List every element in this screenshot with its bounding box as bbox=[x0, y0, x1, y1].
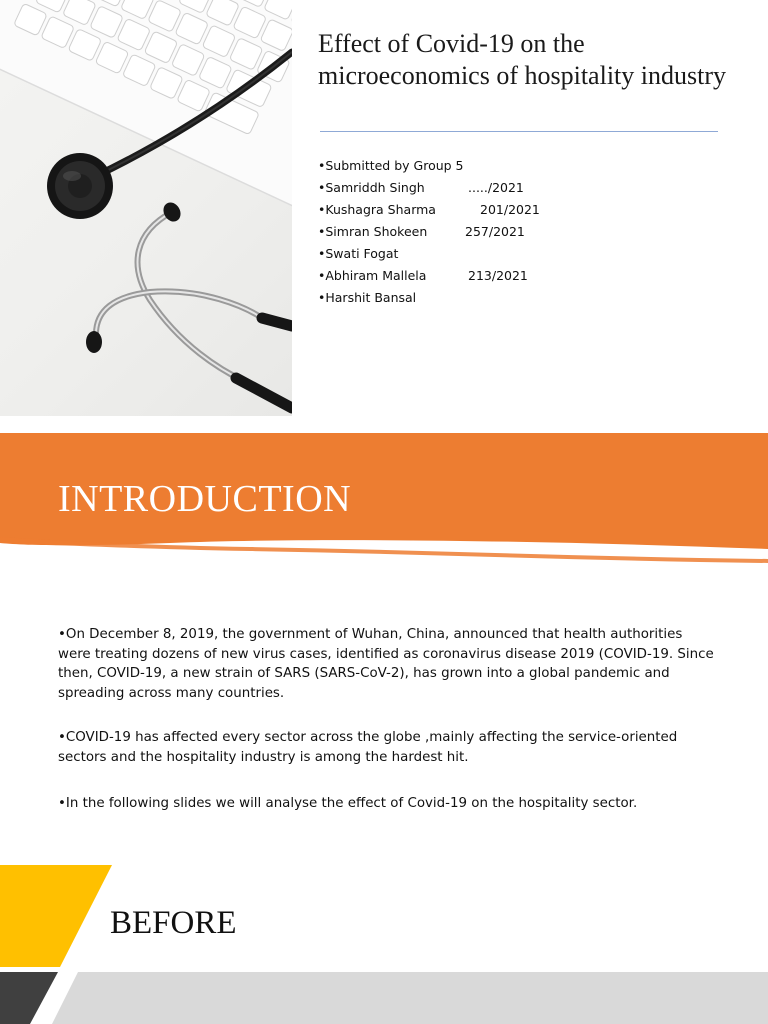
stethoscope-illustration bbox=[0, 0, 292, 416]
list-item bbox=[318, 177, 524, 199]
intro-paragraph: •On December 8, 2019, the government of Wuhan, China, announced that health authorities were treating dozens of new virus cases, identified as coronavirus disease 2019 (COVID-19. Since then, COVID-19, a new strain of SARS (SARS-CoV-2), has grown into a global pandemic and spreading across many countries. bbox=[58, 627, 714, 701]
member-roll-number: 201/2021 bbox=[480, 202, 540, 217]
intro-paragraph: •COVID-19 has affected every sector across the globe ,mainly affecting the service-oriented sectors and the hospitality industry is among the hardest hit. bbox=[58, 730, 678, 765]
slide-title: INTRODUCTION bbox=[58, 478, 352, 520]
slide-title: Effect of Covid-19 on the microeconomics of hospitality industry bbox=[318, 29, 726, 90]
introduction-slide bbox=[0, 433, 768, 865]
before-slide bbox=[0, 865, 768, 1024]
list-item bbox=[318, 155, 464, 177]
list-item bbox=[318, 265, 528, 287]
member-name: •Simran Shokeen bbox=[318, 224, 428, 239]
group-members-list bbox=[318, 155, 540, 309]
slide-title: BEFORE bbox=[110, 905, 237, 941]
title-divider bbox=[320, 131, 718, 132]
member-name: •Harshit Bansal bbox=[318, 290, 417, 305]
title-slide bbox=[0, 0, 768, 433]
member-name: •Swati Fogat bbox=[318, 246, 399, 261]
grey-bar-shape bbox=[52, 972, 768, 1024]
slide-decoration bbox=[0, 865, 768, 1024]
yellow-accent-shape bbox=[0, 865, 112, 967]
member-roll-number: 257/2021 bbox=[465, 224, 525, 239]
dark-accent-shape bbox=[0, 972, 58, 1024]
stethoscope-keyboard-photo bbox=[0, 0, 292, 416]
member-name: •Samriddh Singh bbox=[318, 180, 425, 195]
list-item bbox=[318, 243, 464, 265]
list-item bbox=[318, 287, 464, 309]
list-item bbox=[318, 221, 525, 243]
member-name: •Abhiram Mallela bbox=[318, 268, 427, 283]
list-item bbox=[318, 199, 540, 221]
member-name: •Submitted by Group 5 bbox=[318, 158, 464, 173]
member-name: •Kushagra Sharma bbox=[318, 202, 436, 217]
member-roll-number: 213/2021 bbox=[468, 268, 528, 283]
member-roll-number: ...../2021 bbox=[468, 180, 524, 195]
intro-paragraph: •In the following slides we will analyse the effect of Covid-19 on the hospitality sector. bbox=[58, 796, 638, 811]
